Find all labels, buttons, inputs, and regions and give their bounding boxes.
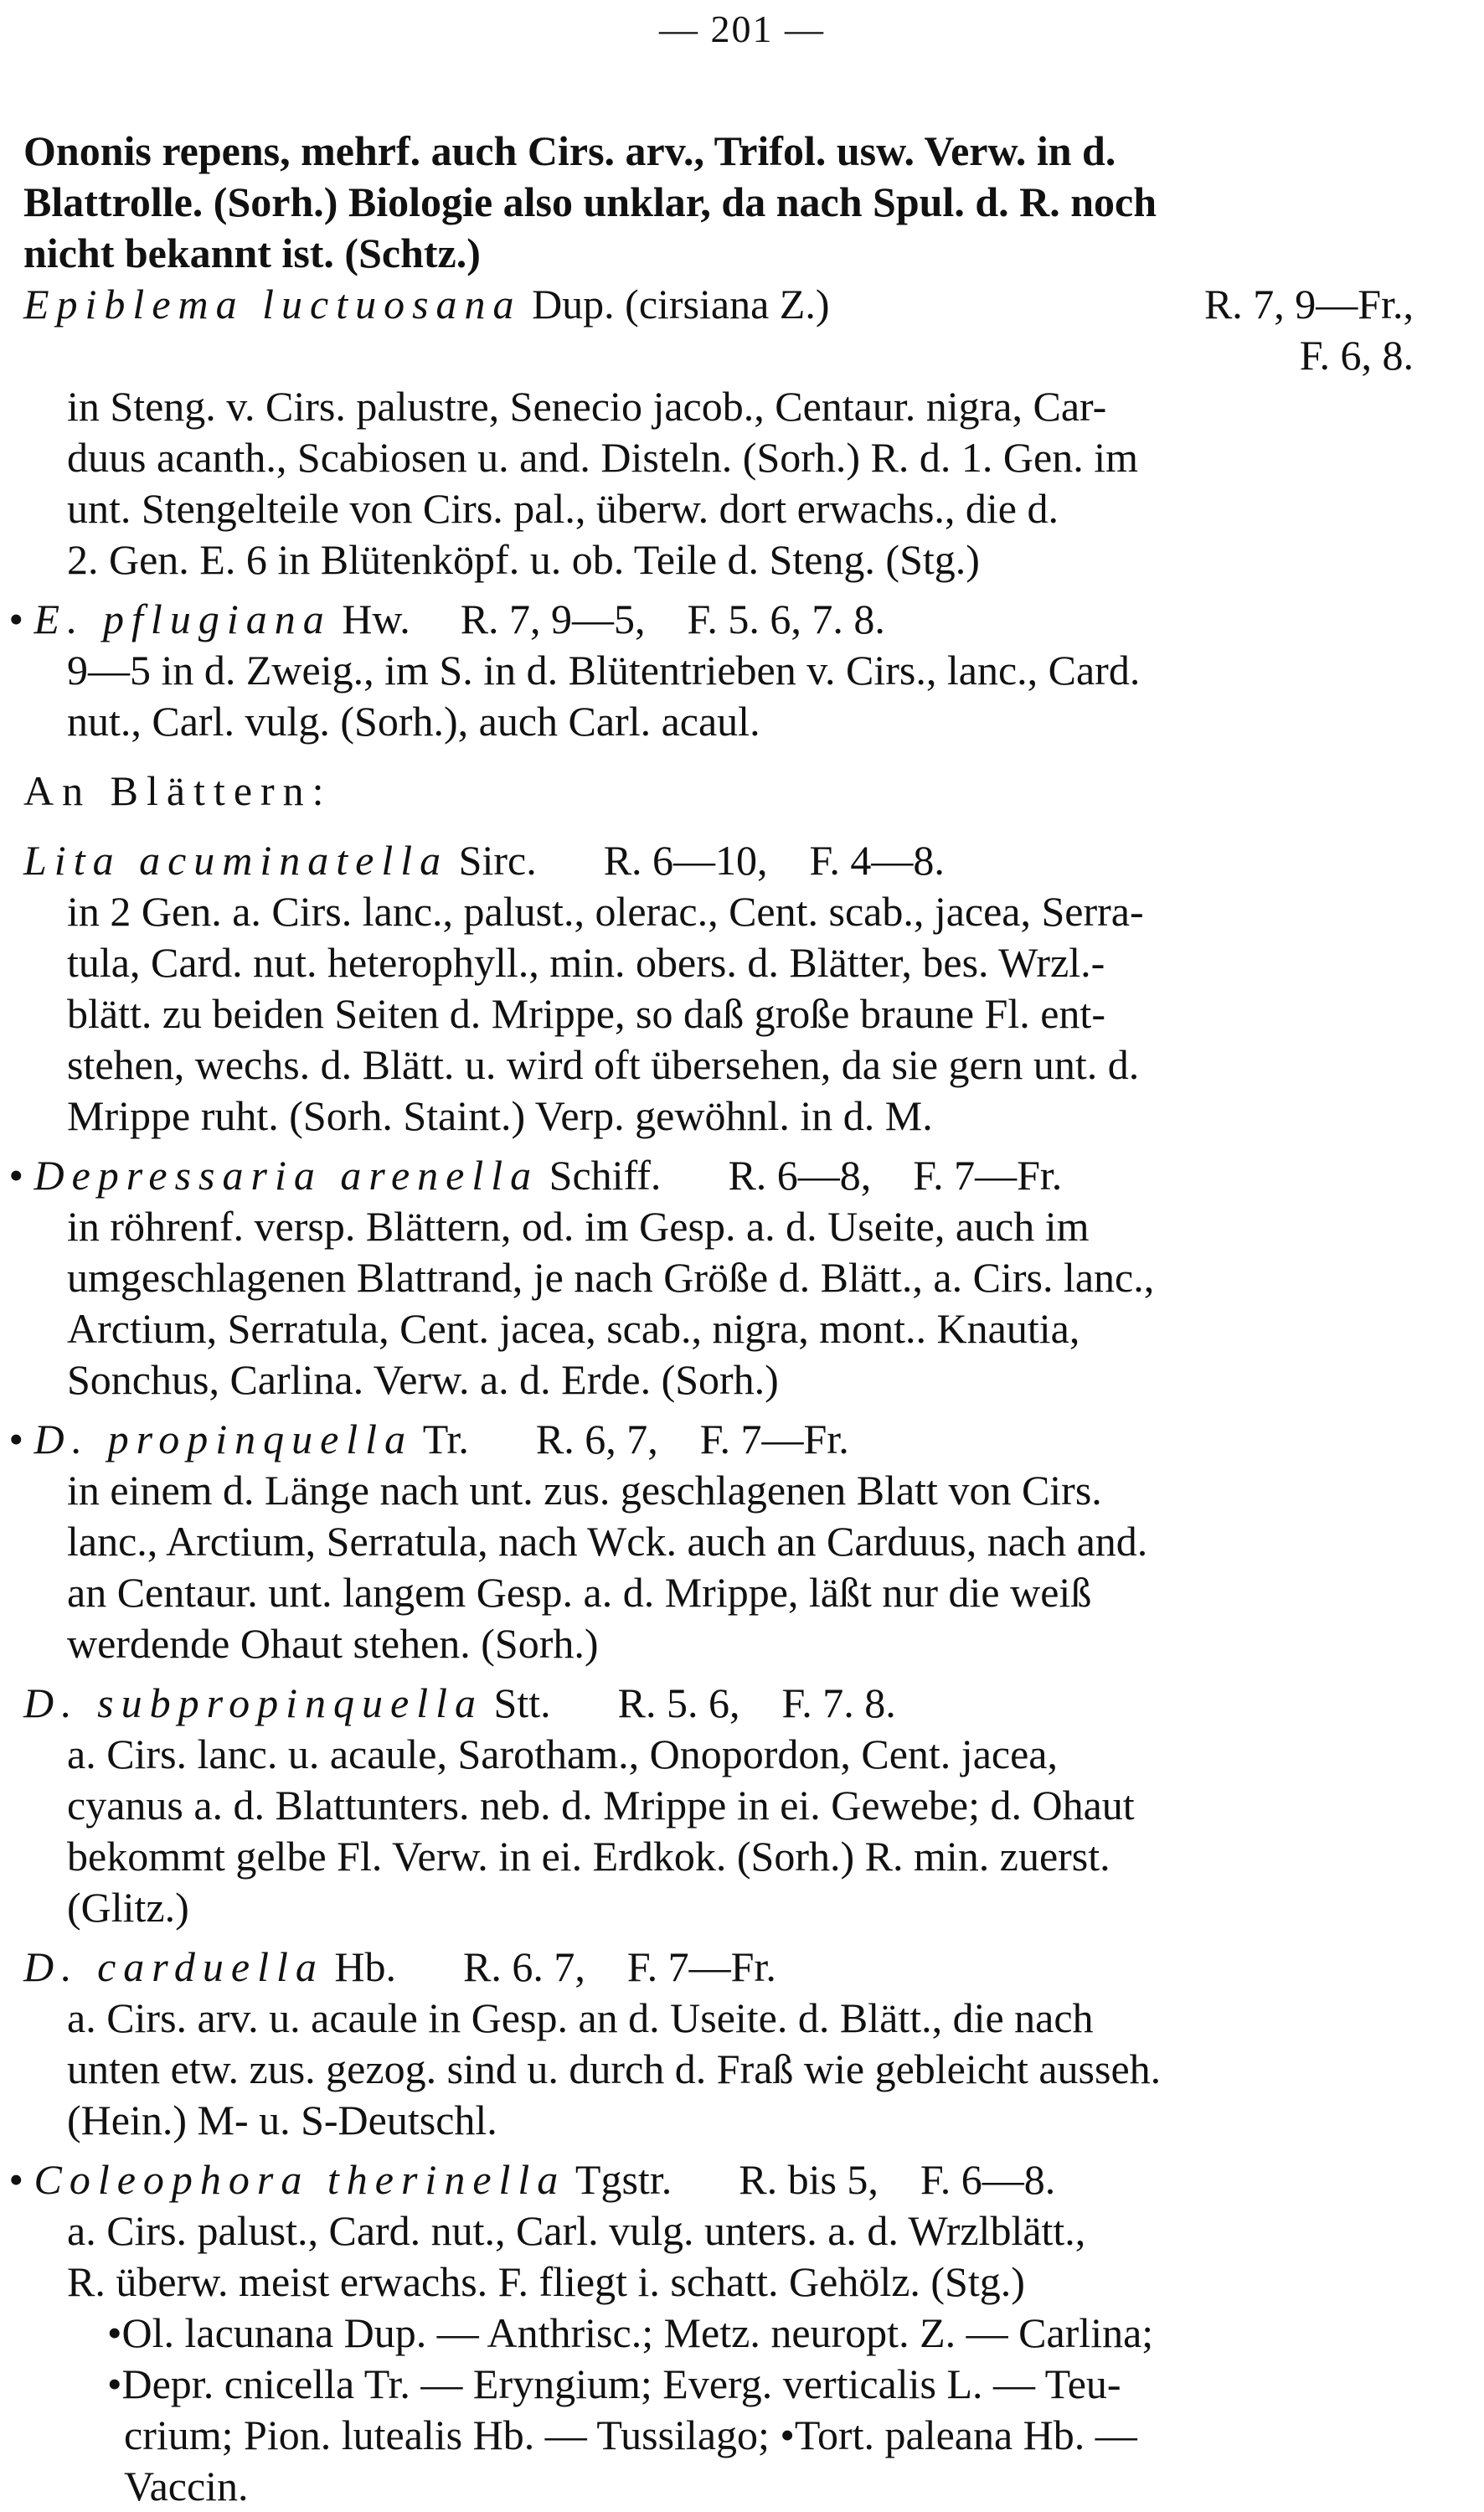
phenology: R. 5. 6, F. 7. 8. xyxy=(617,1679,896,1726)
text-line: unten etw. zus. gezog. sind u. durch d. Fraß wie gebleicht ausseh. xyxy=(67,2045,1162,2092)
species-author: Hb. xyxy=(334,1943,396,1990)
species-author: Sirc. xyxy=(458,837,537,884)
text-line: Mrippe ruht. (Sorh. Staint.) Verp. gewöhnl. in d. M. xyxy=(67,1092,933,1139)
phenology: R. 6. 7, F. 7—Fr. xyxy=(463,1943,776,1990)
entry-header xyxy=(23,835,1447,886)
phenology: R. bis 5, F. 6—8. xyxy=(739,2156,1056,2203)
species-author: Tr. xyxy=(422,1416,469,1462)
text-line: blätt. zu beiden Seiten d. Mrippe, so daß große braune Fl. ent- xyxy=(67,990,1105,1037)
text-line: 2. Gen. E. 6 in Blütenköpf. u. ob. Teile d. Steng. (Stg.) xyxy=(67,536,980,583)
text-line: in 2 Gen. a. Cirs. lanc., palust., olerac., Cent. scab., jacea, Serra- xyxy=(67,888,1144,935)
text-line: an Centaur. unt. langem Gesp. a. d. Mrippe, läßt nur die weiß xyxy=(67,1569,1092,1616)
species-name: Coleophora therinella xyxy=(33,2156,566,2203)
text-line: lanc., Arctium, Serratula, nach Wck. auch an Carduus, nach and. xyxy=(67,1518,1148,1565)
intro-paragraph xyxy=(23,126,1447,279)
text-line: 9—5 in d. Zweig., im S. in d. Blütentrieben v. Cirs., lanc., Card. xyxy=(67,647,1141,694)
text-line: a. Cirs. palust., Card. nut., Carl. vulg. unters. a. d. Wrzlblätt., xyxy=(67,2207,1086,2254)
entry-body xyxy=(23,1993,1447,2146)
entry-header xyxy=(8,594,1447,645)
species-name: D. subpropinquella xyxy=(23,1679,484,1726)
text-line: in röhrenf. versp. Blättern, od. im Gesp. a. d. Useite, auch im xyxy=(67,1203,1090,1250)
text-line: a. Cirs. arv. u. acaule in Gesp. an d. Useite. d. Blätt., die nach xyxy=(67,1994,1094,2041)
entry-header xyxy=(8,1150,1447,1201)
species-entry xyxy=(8,2154,1447,2308)
entry-body xyxy=(23,1729,1447,1933)
text-line: a. Cirs. lanc. u. acaule, Sarotham., Onopordon, Cent. jacea, xyxy=(67,1731,1058,1777)
footnote-line: •Depr. cnicella Tr. — Eryngium; Everg. verticalis L. — Teu- xyxy=(107,2360,1121,2407)
text-line: in einem d. Länge nach unt. zus. geschlagenen Blatt von Cirs. xyxy=(67,1467,1102,1514)
entry-body xyxy=(23,381,1447,585)
species-author: Stt. xyxy=(493,1679,551,1726)
species-entry xyxy=(8,1414,1447,1669)
species-name: Epiblema luctuosana xyxy=(23,281,522,328)
phenology: R. 7, 9—5, F. 5. 6, 7. 8. xyxy=(460,596,885,642)
text-line: werdende Ohaut stehen. (Sorh.) xyxy=(67,1620,599,1667)
species-name: Depressaria arenella xyxy=(33,1152,539,1199)
species-author: Schiff. xyxy=(549,1152,662,1199)
text-line: cyanus a. d. Blattunters. neb. d. Mrippe in ei. Gewebe; d. Ohaut xyxy=(67,1782,1135,1829)
page-number: — 201 — xyxy=(659,8,825,50)
phenology: R. 6, 7, F. 7—Fr. xyxy=(535,1416,849,1462)
text-line: (Glitz.) xyxy=(67,1884,189,1931)
entry-body xyxy=(23,1201,1447,1406)
phenology: R. 6—8, F. 7—Fr. xyxy=(728,1152,1063,1199)
species-name: D. propinquella xyxy=(33,1416,414,1462)
text-line: Blattrolle. (Sorh.) Biologie also unklar, da nach Spul. d. R. noch xyxy=(23,178,1157,225)
text-line: umgeschlagenen Blattrand, je nach Größe d. Blätt., a. Cirs. lanc., xyxy=(67,1254,1155,1301)
entry-header xyxy=(23,1942,1447,1993)
species-author: Hw. xyxy=(342,596,410,642)
species-entry xyxy=(23,1678,1447,1933)
marker: • xyxy=(8,1416,23,1462)
entry-header xyxy=(8,2154,1447,2205)
phenology: R. 6—10, F. 4—8. xyxy=(603,837,945,884)
footnote-line: Vaccin. xyxy=(124,2463,249,2509)
species-entry xyxy=(23,835,1447,1142)
text-line: in Steng. v. Cirs. palustre, Senecio jacob., Centaur. nigra, Car- xyxy=(67,383,1107,430)
text-line: nut., Carl. vulg. (Sorh.), auch Carl. acaul. xyxy=(67,698,760,745)
marker: • xyxy=(8,596,23,642)
text-line: R. überw. meist erwachs. F. fliegt i. schatt. Gehölz. (Stg.) xyxy=(67,2258,1025,2305)
page-content xyxy=(8,126,1447,2512)
entry-body xyxy=(23,1465,1447,1669)
text-line: unt. Stengelteile von Cirs. pal., überw. dort erwachs., die d. xyxy=(67,485,1059,532)
marker: • xyxy=(8,1152,23,1199)
text-line: tula, Card. nut. heterophyll., min. obers. d. Blätter, bes. Wrzl.- xyxy=(67,939,1105,986)
text-line: duus acanth., Scabiosen u. and. Disteln. (Sorh.) R. d. 1. Gen. im xyxy=(67,434,1138,481)
species-entry xyxy=(8,594,1447,747)
section-heading: An Blättern: xyxy=(23,767,332,814)
entry-header xyxy=(23,1678,1447,1729)
phenology-continued: F. 6, 8. xyxy=(1299,332,1414,379)
text-line: Sonchus, Carlina. Verw. a. d. Erde. (Sorh.) xyxy=(67,1356,779,1403)
species-name: D. carduella xyxy=(23,1943,324,1990)
species-name: Lita acuminatella xyxy=(23,837,449,884)
entry-header xyxy=(8,1414,1447,1465)
species-entry xyxy=(23,1942,1447,2146)
text-line: Arctium, Serratula, Cent. jacea, scab., nigra, mont.. Knautia, xyxy=(67,1305,1080,1352)
text-line: bekommt gelbe Fl. Verw. in ei. Erdkok. (Sorh.) R. min. zuerst. xyxy=(67,1833,1110,1880)
phenology: R. 7, 9—Fr., xyxy=(1203,281,1414,328)
text-line: stehen, wechs. d. Blätt. u. wird oft übersehen, da sie gern unt. d. xyxy=(67,1041,1140,1088)
entry-body xyxy=(23,886,1447,1142)
marker: • xyxy=(8,2156,23,2203)
footnote-line: crium; Pion. lutealis Hb. — Tussilago; •Tort. paleana Hb. — xyxy=(124,2411,1137,2458)
entry-body xyxy=(23,645,1447,747)
species-name: E. pflugiana xyxy=(33,596,332,642)
entry-body xyxy=(23,2205,1447,2308)
species-author: Tgstr. xyxy=(575,2156,672,2203)
species-entry xyxy=(8,1150,1447,1406)
text-line: Ononis repens, mehrf. auch Cirs. arv., Trifol. usw. Verw. in d. xyxy=(23,127,1116,174)
species-entry xyxy=(23,279,1447,585)
text-line: nicht bekannt ist. (Schtz.) xyxy=(23,230,481,276)
text-line: (Hein.) M- u. S-Deutschl. xyxy=(67,2097,497,2143)
entry-header xyxy=(23,279,1447,330)
species-author: Dup. (cirsiana Z.) xyxy=(532,281,830,328)
footnote-block xyxy=(23,2308,1447,2512)
footnote-line: •Ol. lacunana Dup. — Anthrisc.; Metz. neuropt. Z. — Carlina; xyxy=(107,2309,1154,2356)
